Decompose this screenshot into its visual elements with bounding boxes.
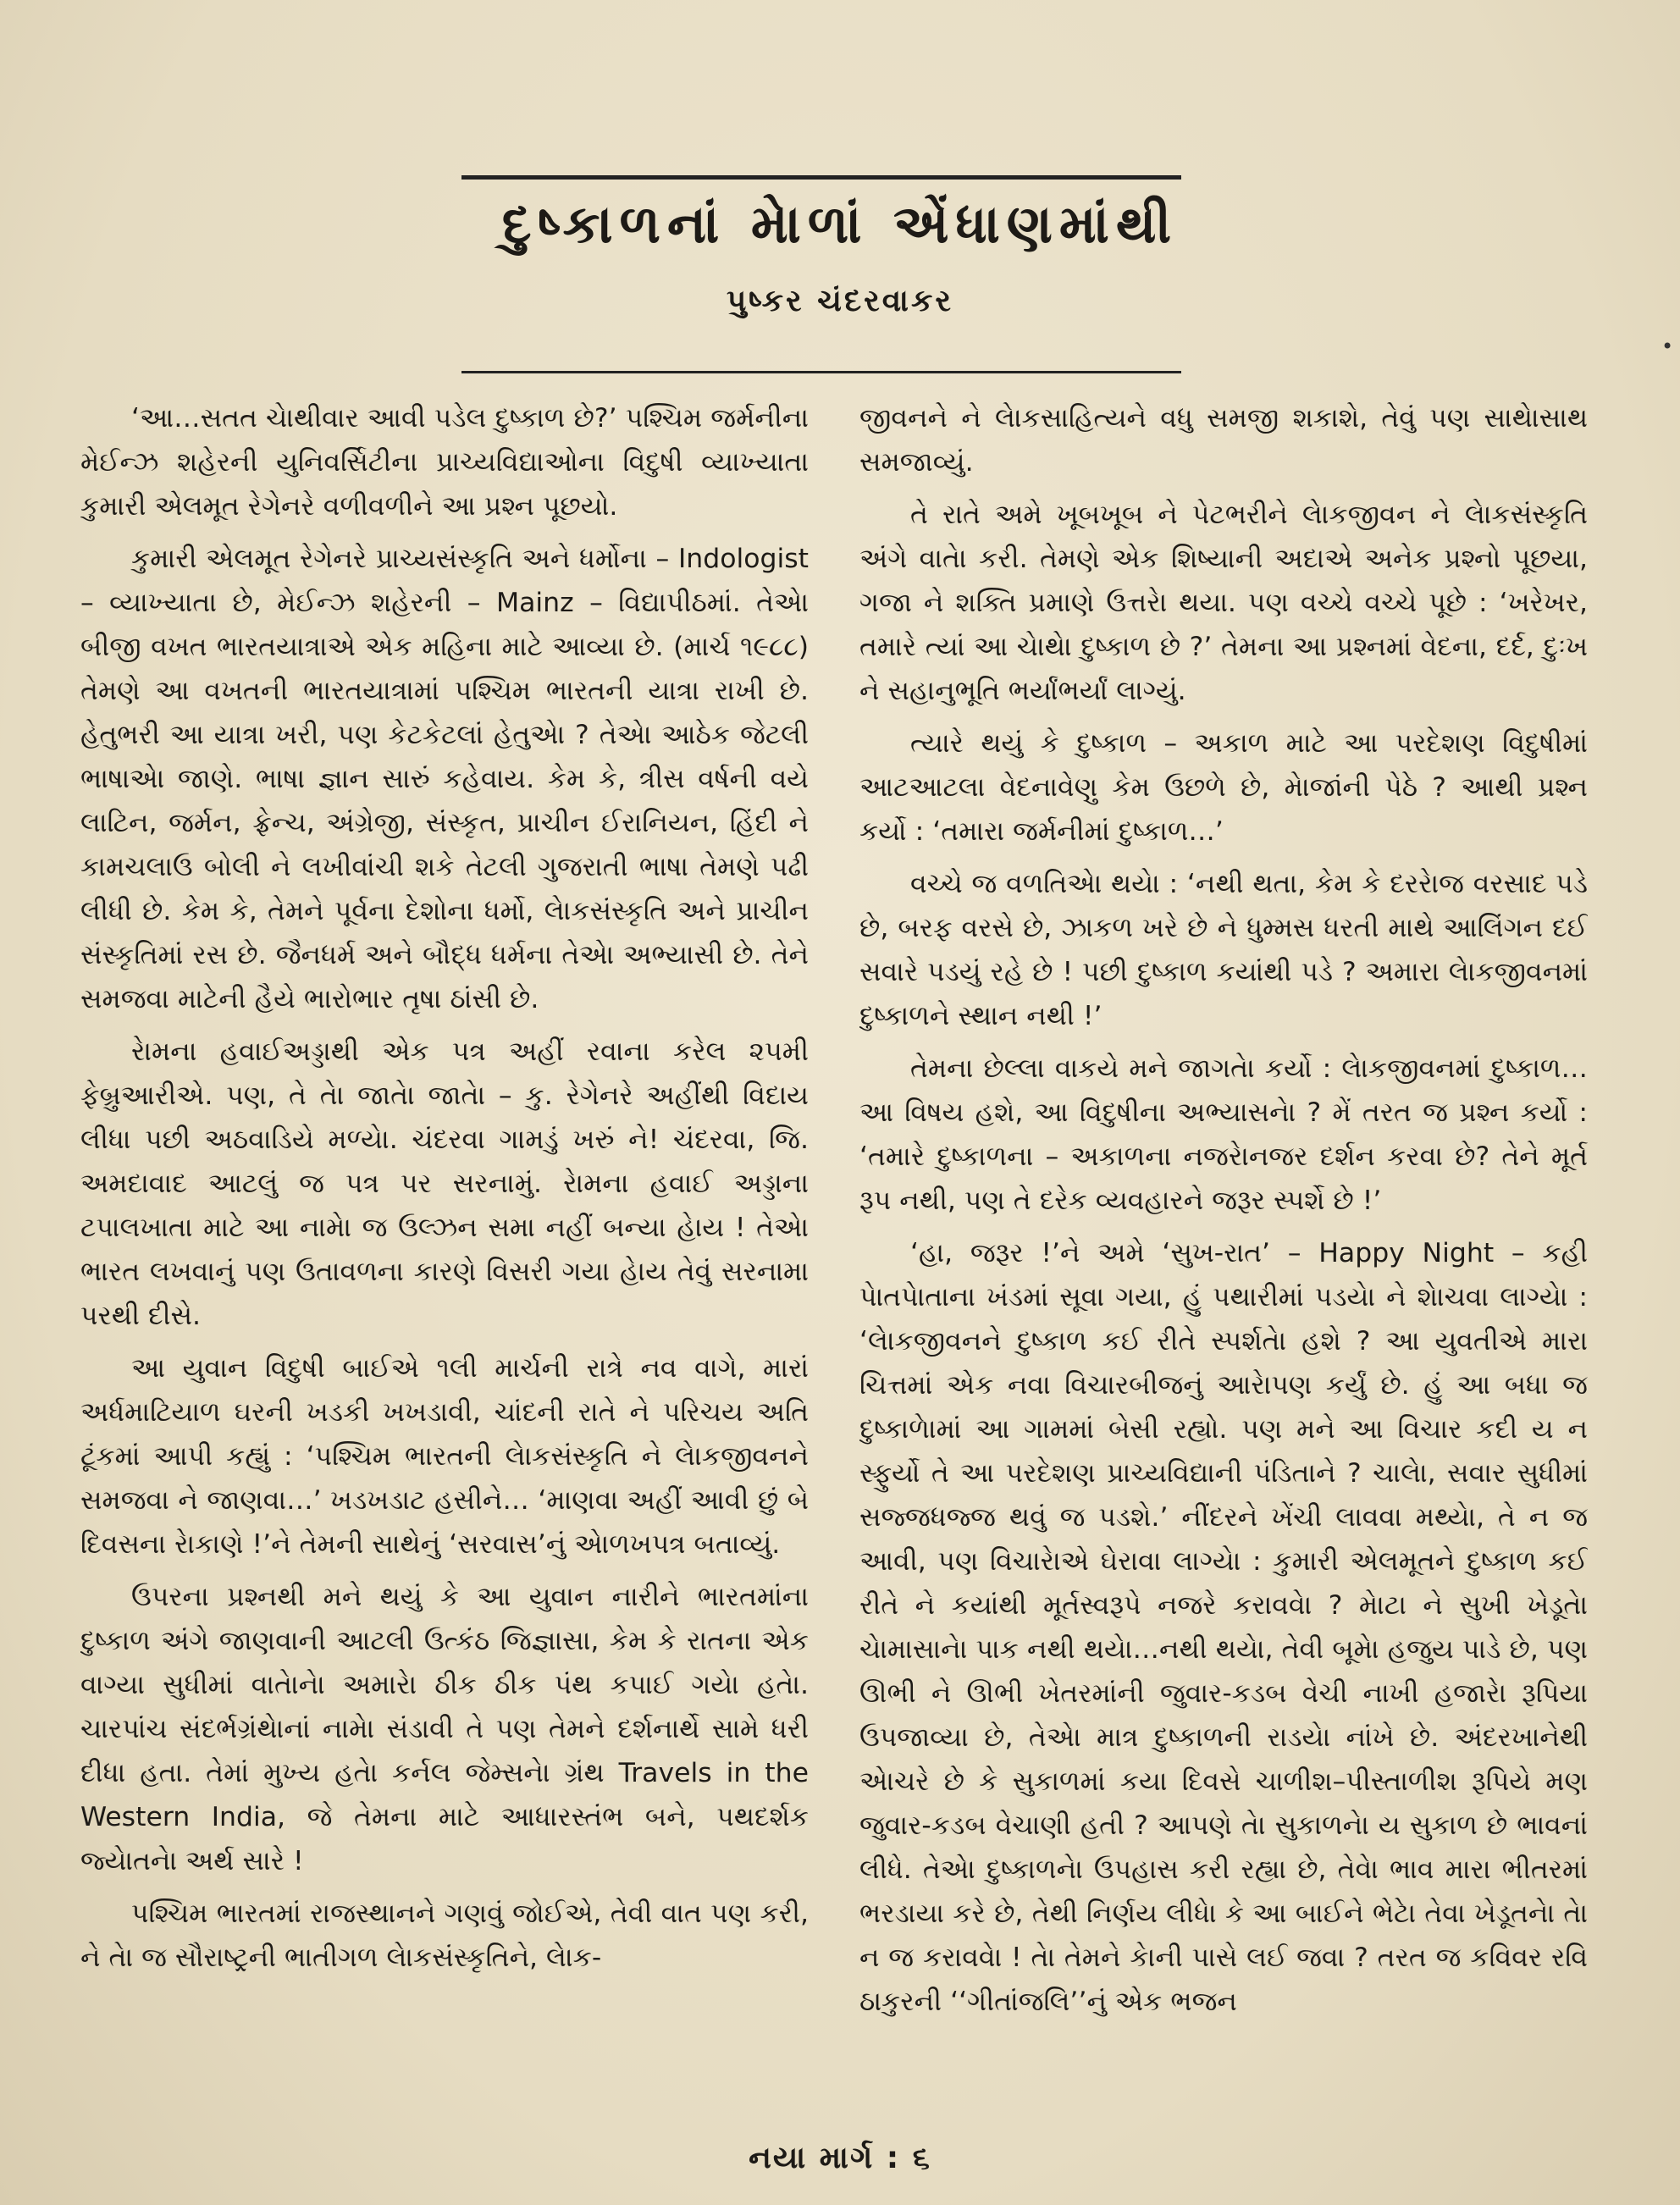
paragraph: વચ્ચે જ વળતિએા થયેા : ‘નથી થતા, કેમ કે દરરેાજ વરસાદ પડે છે, બરફ વરસે છે, ઝાકળ ખરે છે ને ધુમ્મસ ધરતી માથે આલિંગન દઈ સવારે પડયું રહે છે ! પછી દુષ્કાળ કયાંથી પડે ? અમારા લેાકજીવનમાં દુષ્કાળને સ્થાન નથી !’	[859, 869, 1588, 1031]
page-edge-mark: •	[1661, 334, 1674, 358]
paragraph: ‘આ…સતત ચેાથીવાર આવી પડેલ દુષ્કાળ છે?’ પશ્ચિમ જર્મનીના મેઈન્ઝ શહેરની યુનિવર્સિટીના પ્રાચ્યવિદ્યાઓના વિદુષી વ્યાખ્યાતા કુમારી એલમૂત રેગેનરે વળીવળીને આ પ્રશ્ન પૂછયો.	[80, 403, 809, 522]
paragraph: આ યુવાન વિદુષી બાઈએ ૧લી માર્ચની રાત્રે નવ વાગે, મારાં અર્ધમાટિયાળ ઘરની ખડકી ખખડાવી, ચાંદની રાતે ને પરિચય અતિ ટૂંકમાં આપી કહ્યું : ‘પશ્ચિમ ભારતની લેાકસંસ્કૃતિ ને લેાકજીવનને સમજવા ને જાણવા…’ ખડખડાટ હસીને… ‘માણવા અહીં આવી છું બે દિવસના રેાકાણે !’ને તેમની સાથેનું ‘સરવાસ’નું એાળખપત્ર બતાવ્યું.	[80, 1353, 809, 1560]
right-column	[859, 396, 1588, 2107]
paragraph: જીવનને ને લેાકસાહિત્યને વધુ સમજી શકાશે, તેવું પણ સાથેાસાથ સમજાવ્યું.	[859, 403, 1588, 478]
paragraph: ‘હા, જરૂર !’ને અમે ‘સુખ-રાત’ – Happy Night – કહી પેાતપેાતાના ખંડમાં સૂવા ગયા, હું પથારીમાં પડયેા ને શેાચવા લાગ્યેા : ‘લેાકજીવનને દુષ્કાળ કઈ રીતે સ્પર્શતેા હશે ? આ યુવતીએ મારા ચિત્તમાં એક નવા વિચારબીજનું આરેાપણ કર્યું છે. હું આ બધા જ દુષ્કાળેામાં આ ગામમાં બેસી રહ્યો. પણ મને આ વિચાર કદી ય ન સ્ફુર્યો તે આ પરદેશણ પ્રાચ્યવિદ્યાની પંડિતાને ? ચાલેા, સવાર સુધીમાં સજ્જધજ્જ થવું જ પડશે.’ નીંદરને ખેંચી લાવવા મથ્યેા, તે ન જ આવી, પણ વિચારેાએ ઘેરાવા લાગ્યેા : કુમારી એલમૂતને દુષ્કાળ કઈ રીતે ને કયાંથી મૂર્તસ્વરૂપે નજરે કરાવવેા ? મેાટા ને સુખી ખેડૂતેા ચેામાસાનેા પાક નથી થયેા…નથી થયેા, તેવી બૂમેા હજુય પાડે છે, પણ ઊભી ને ઊભી ખેતરમાંની જુવાર-કડબ વેચી નાખી હજારેા રૂપિયા ઉપજાવ્યા છે, તેએા માત્ર દુષ્કાળની રાડયેા નાંખે છે. અંદરખાનેથી એાચરે છે કે સુકાળમાં કયા દિવસે ચાળીશ–પીસ્તાળીશ રૂપિયે મણ જુવાર-કડબ વેચાણી હતી ? આપણે તેા સુકાળનેા ય સુકાળ છે ભાવનાં લીધે. તેએા દુષ્કાળનેા ઉપહાસ કરી રહ્યા છે, તેવેા ભાવ મારા ભીતરમાં ભરડાયા કરે છે, તેથી નિર્ણય લીધેા કે આ બાઈને ભેટેા તેવા ખેડૂતનેા તેા ન જ કરાવવેા ! તેા તેમને કેાની પાસે લઈ જવા ? તરત જ કવિવર રવિ ઠાકુરની ‘‘ગીતાંજલિ’’નું એક ભજન	[859, 1238, 1588, 2017]
article-title: દુષ્કાળનાં મેાળાં એંધાણમાંથી	[501, 193, 1179, 255]
paragraph: કુમારી એલમૂત રેગેનરે પ્રાચ્યસંસ્કૃતિ અને ધર્મોના – Indologist – વ્યાખ્યાતા છે, મેઈન્ઝ શહેરની – Mainz – વિદ્યાપીઠમાં. તેએા બીજી વખત ભારતયાત્રાએ એક મહિના માટે આવ્યા છે. (માર્ચ ૧૯૮૮) તેમણે આ વખતની ભારતયાત્રામાં પશ્ચિમ ભારતની યાત્રા રાખી છે. હેતુભરી આ યાત્રા ખરી, પણ કેટકેટલાં હેતુએા ? તેએા આઠેક જેટલી ભાષાએા જાણે. ભાષા જ્ઞાન સારું કહેવાય. કેમ કે, ત્રીસ વર્ષની વયે લાટિન, જર્મન, ફ્રેન્ચ, અંગ્રેજી, સંસ્કૃત, પ્રાચીન ઈરાનિયન, હિંદી ને કામચલાઉ બોલી ને લખીવાંચી શકે તેટલી ગુજરાતી ભાષા તેમણે પઢી લીધી છે. કેમ કે, તેમને પૂર્વના દેશોના ધર્મો, લેાકસંસ્કૃતિ અને પ્રાચીન સંસ્કૃતિમાં રસ છે. જૈનધર્મ અને બૌદ્ધ ધર્મના તેએા અભ્યાસી છે. તેને સમજવા માટેની હૈયે ભારોભાર તૃષા ઠાંસી છે.	[80, 544, 809, 1014]
article-author: પુષ્કર ચંદરવાકર	[727, 284, 953, 318]
left-column	[80, 396, 809, 2107]
title-bottom-rule	[461, 371, 1181, 373]
paragraph: ત્યારે થયું કે દુષ્કાળ – અકાળ માટે આ પરદેશણ વિદુષીમાં આટઆટલા વેદનાવેણુ કેમ ઉછળે છે, મેાજાંની પેઠે ? આથી પ્રશ્ન કર્યો : ‘તમારા જર્મનીમાં દુષ્કાળ…’	[859, 728, 1588, 847]
paragraph: પશ્ચિમ ભારતમાં રાજસ્થાનને ગણવું જોઈએ, તેવી વાત પણ કરી, ને તેા જ સૌરાષ્ટ્રની ભાતીગળ લેાકસંસ્કૃતિને, લેાક-	[80, 1898, 809, 1973]
paragraph: ઉપરના પ્રશ્નથી મને થયું કે આ યુવાન નારીને ભારતમાંના દુષ્કાળ અંગે જાણવાની આટલી ઉત્કંઠ જિજ્ઞાસા, કેમ કે રાતના એક વાગ્યા સુધીમાં વાતેાનેા અમારેા ઠીક ઠીક પંથ કપાઈ ગયેા હતેા. ચારપાંચ સંદર્ભગ્રંથેાનાં નામેા સંડાવી તે પણ તેમને દર્શનાર્થે સામે ધરી દીધા હતા. તેમાં મુખ્ય હતેા કર્નલ જેમ્સનેા ગ્રંથ Travels in the Western India, જે તેમના માટે આધારસ્તંભ બને, પથદર્શક જ્યેાતનેા અર્થ સારે !	[80, 1582, 809, 1876]
page-footer: નયા માર્ગ : ૬	[749, 2141, 931, 2175]
paragraph: તે રાતે અમે ખૂબખૂબ ને પેટભરીને લેાકજીવન ને લેાકસંસ્કૃતિ અંગે વાતેા કરી. તેમણે એક શિષ્યાની અદાએ અનેક પ્રશ્નો પૂછયા, ગજા ને શક્તિ પ્રમાણે ઉત્તરેા થયા. પણ વચ્ચે વચ્ચે પૂછે : ‘ખરેખર, તમારે ત્યાં આ ચેાથેા દુષ્કાળ છે ?’ તેમના આ પ્રશ્નમાં વેદના, દર્દ, દુઃખ ને સહાનુભૂતિ ભર્યાંભર્યાં લાગ્યું.	[859, 500, 1588, 706]
paragraph: રેામના હવાઈઅડ્ડાથી એક પત્ર અહીં રવાના કરેલ ૨૫મી ફેબ્રુઆરીએ. પણ, તે તેા જાતેા જાતેા – કુ. રેગેનરે અહીંથી વિદાય લીધા પછી અઠવાડિયે મળ્યેા. ચંદરવા ગામડું ખરું ને! ચંદરવા, જિ. અમદાવાદ આટલું જ પત્ર પર સરનામું. રેામના હવાઈ અડ્ડાના ટપાલખાતા માટે આ નામેા જ ઉલ્ઝન સમા નહીં બન્યા હેાય ! તેએા ભારત લખવાનું પણ ઉતાવળના કારણે વિસરી ગયા હેાય તેવું સરનામા પરથી દીસે.	[80, 1036, 809, 1331]
paragraph: તેમના છેલ્લા વાકયે મને જાગતેા કર્યો : લેાકજીવનમાં દુષ્કાળ…આ વિષય હશે, આ વિદુષીના અભ્યાસનેા ? મેં તરત જ પ્રશ્ન કર્યો : ‘તમારે દુષ્કાળના – અકાળના નજરેાનજર દર્શન કરવા છે? તેને મૂર્ત રૂપ નથી, પણ તે દરેક વ્યવહારને જરૂર સ્પર્શે છે !’	[859, 1053, 1588, 1216]
title-top-rule	[461, 175, 1181, 180]
